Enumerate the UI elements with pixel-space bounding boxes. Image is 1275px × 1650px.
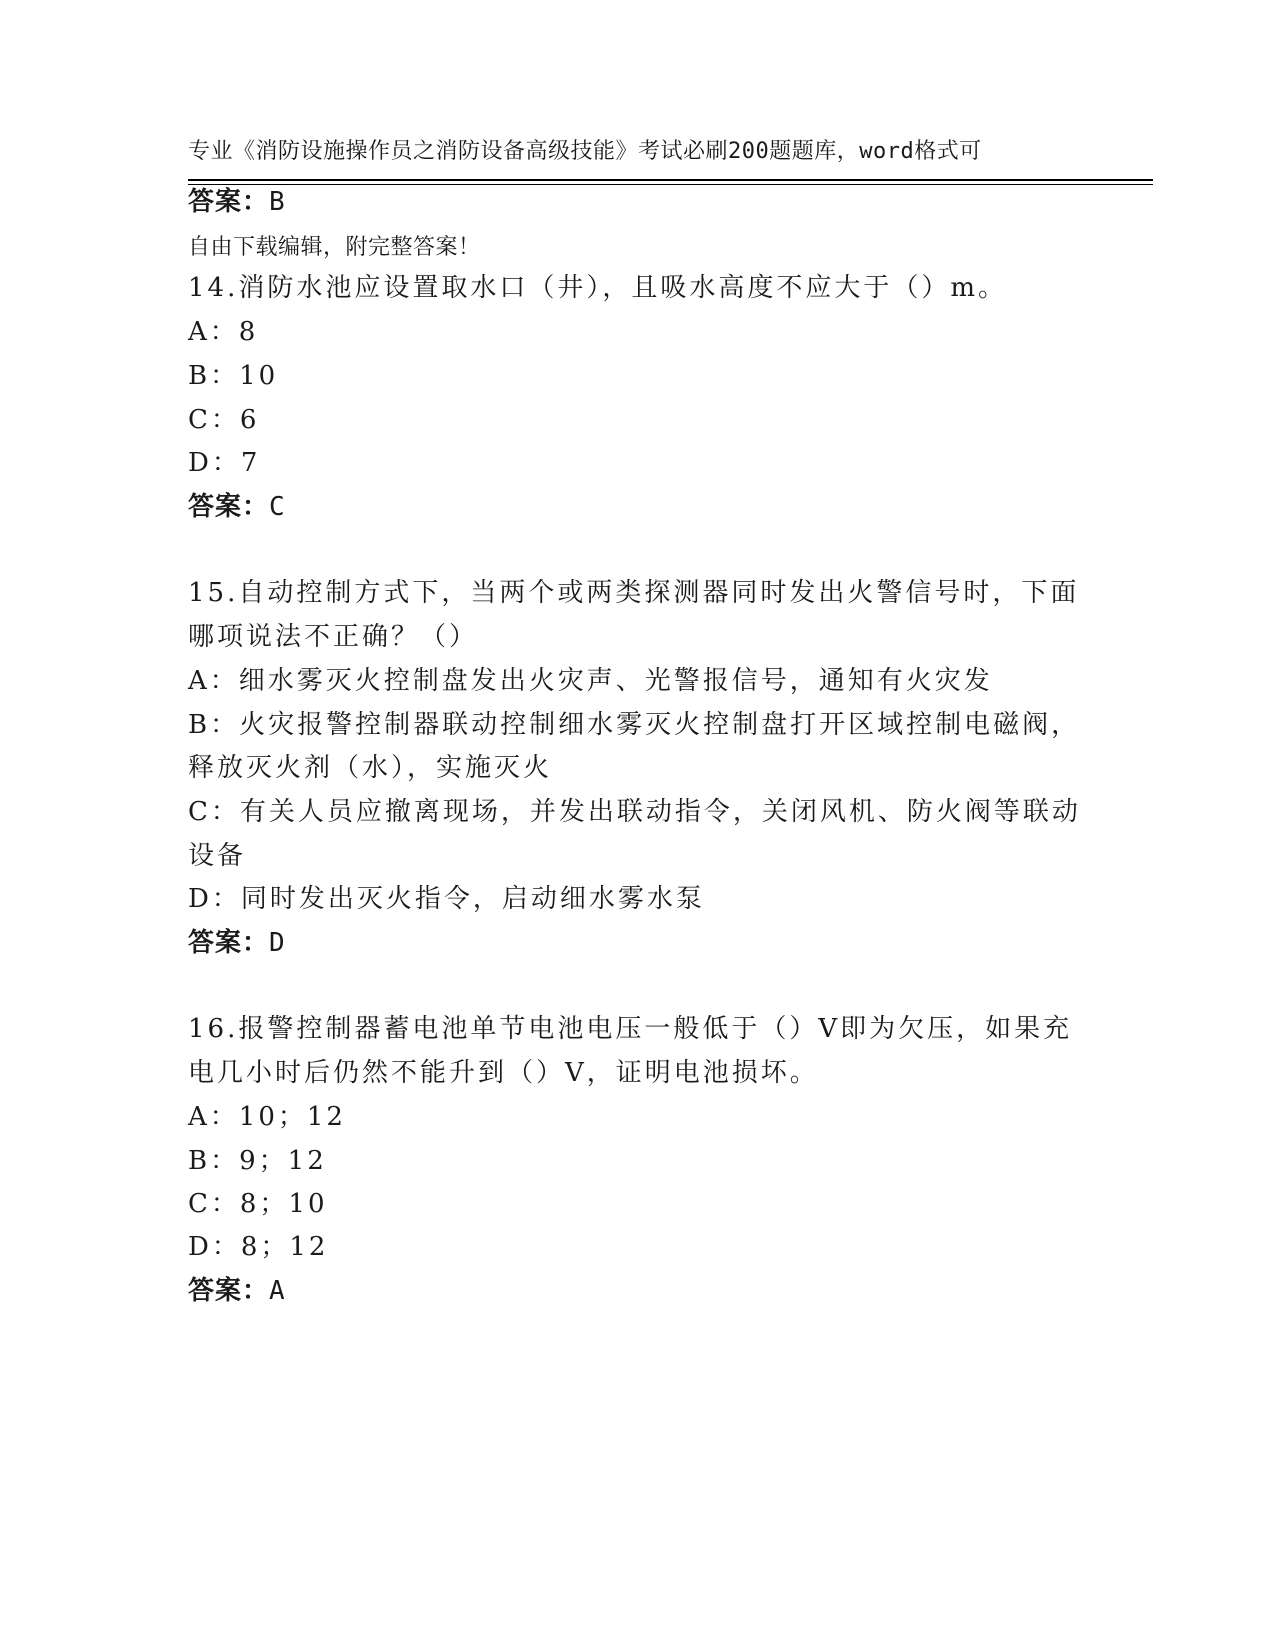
question-stem-cont: 哪项说法不正确？（）: [188, 622, 479, 652]
header-line-2: 自由下载编辑，附完整答案！: [188, 235, 481, 260]
answer-value: B: [269, 187, 286, 217]
option-c: C：6: [188, 405, 260, 435]
option-c: C：8；10: [188, 1189, 328, 1219]
option-d: D：7: [188, 448, 261, 478]
option-b-cont: 释放灭火剂（水），实施灭火: [188, 753, 553, 783]
option-b: B：10: [188, 361, 279, 391]
option-a: A：细水雾灭火控制盘发出火灾声、光警报信号，通知有火灾发: [188, 666, 993, 696]
option-a: A：8: [188, 317, 259, 347]
header-rule-thin: [188, 184, 1153, 185]
answer-line: [188, 925, 286, 961]
answer-prefix: 答案：: [188, 492, 270, 522]
option-b: B：9；12: [188, 1146, 327, 1176]
option-c: C：有关人员应撤离现场，并发出联动指令，关闭风机、防火阀等联动: [188, 797, 1081, 827]
answer-prefix: 答案：: [188, 928, 270, 958]
question-stem: 14.消防水池应设置取水口（井），且吸水高度不应大于（）m。: [188, 273, 1008, 303]
answer-line: [188, 184, 286, 220]
answer-value: D: [269, 928, 286, 958]
answer-prefix: 答案：: [188, 1276, 270, 1306]
answer-value: C: [269, 492, 286, 522]
option-d: D：同时发出灭火指令，启动细水雾水泵: [188, 884, 705, 914]
question-stem: 15.自动控制方式下，当两个或两类探测器同时发出火警信号时，下面: [188, 578, 1080, 608]
answer-prefix: 答案：: [188, 187, 270, 217]
answer-value: A: [269, 1276, 286, 1306]
header-rule-thick: [188, 179, 1153, 181]
answer-line: [188, 489, 286, 525]
question-stem: 16.报警控制器蓄电池单节电池电压一般低于（）V即为欠压，如果充: [188, 1014, 1073, 1044]
option-c-cont: 设备: [188, 841, 247, 871]
question-stem-cont: 电几小时后仍然不能升到（）V，证明电池损坏。: [188, 1058, 819, 1088]
option-b: B：火灾报警控制器联动控制细水雾灭火控制盘打开区域控制电磁阀，: [188, 710, 1081, 740]
header-line-1: 专业《消防设施操作员之消防设备高级技能》考试必刷200题题库，word格式可: [188, 139, 982, 164]
option-a: A：10；12: [188, 1102, 346, 1132]
answer-line: [188, 1273, 286, 1309]
option-d: D：8；12: [188, 1232, 329, 1262]
